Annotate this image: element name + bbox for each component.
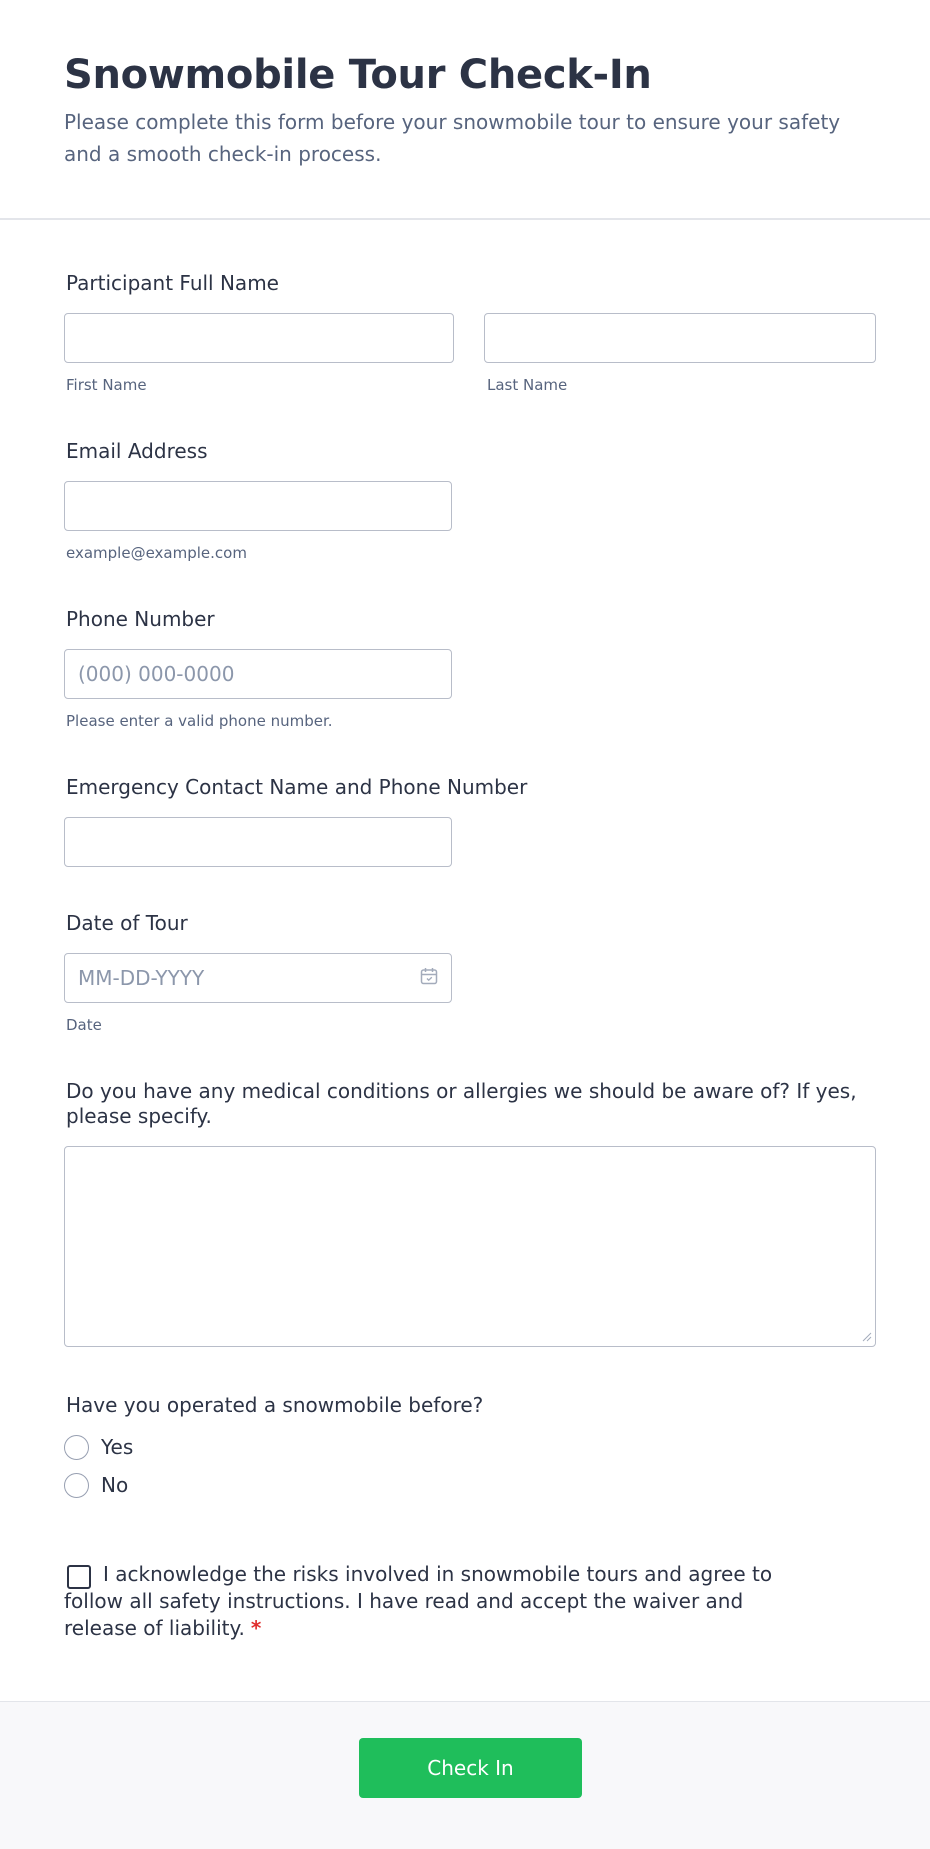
last-name-sublabel: Last Name: [487, 376, 568, 394]
phone-sublabel: Please enter a valid phone number.: [66, 712, 333, 730]
acknowledgement-checkbox[interactable]: [67, 1565, 91, 1589]
date-label: Date of Tour: [66, 911, 188, 935]
first-name-input[interactable]: [64, 313, 454, 363]
date-input[interactable]: [64, 953, 452, 1003]
acknowledgement-label: I acknowledge the risks involved in snowmobile tours and agree to follow all safety instructions. I have read and accept the waiver and release of liability.: [64, 1562, 773, 1640]
form-description: Please complete this form before your snowmobile tour to ensure your safety and a smooth check-in process.: [64, 110, 841, 166]
form-header: [0, 0, 930, 220]
email-sublabel: example@example.com: [66, 544, 247, 562]
last-name-input[interactable]: [484, 313, 876, 363]
phone-input[interactable]: [64, 649, 452, 699]
experience-label: Have you operated a snowmobile before?: [66, 1393, 484, 1417]
calendar-icon[interactable]: [420, 967, 438, 985]
required-mark: *: [250, 1616, 262, 1640]
radio-circle[interactable]: [64, 1473, 89, 1498]
medical-label: Do you have any medical conditions or allergies we should be aware of? If yes, please specify.: [66, 1079, 857, 1128]
medical-textarea[interactable]: [64, 1146, 876, 1347]
full-name-label: Participant Full Name: [66, 271, 279, 295]
emergency-contact-input[interactable]: [64, 817, 452, 867]
radio-label-no: No: [101, 1473, 129, 1497]
check-in-button[interactable]: Check In: [359, 1738, 582, 1798]
date-sublabel: Date: [66, 1016, 102, 1034]
radio-circle[interactable]: [64, 1435, 89, 1460]
form-title: Snowmobile Tour Check-In: [64, 52, 652, 98]
acknowledgement-text: [64, 1561, 784, 1642]
resize-grip-icon[interactable]: [860, 1330, 872, 1342]
first-name-sublabel: First Name: [66, 376, 147, 394]
radio-label-yes: Yes: [101, 1435, 134, 1459]
emergency-contact-label: Emergency Contact Name and Phone Number: [66, 775, 528, 799]
email-label: Email Address: [66, 439, 208, 463]
phone-label: Phone Number: [66, 607, 215, 631]
email-input[interactable]: [64, 481, 452, 531]
